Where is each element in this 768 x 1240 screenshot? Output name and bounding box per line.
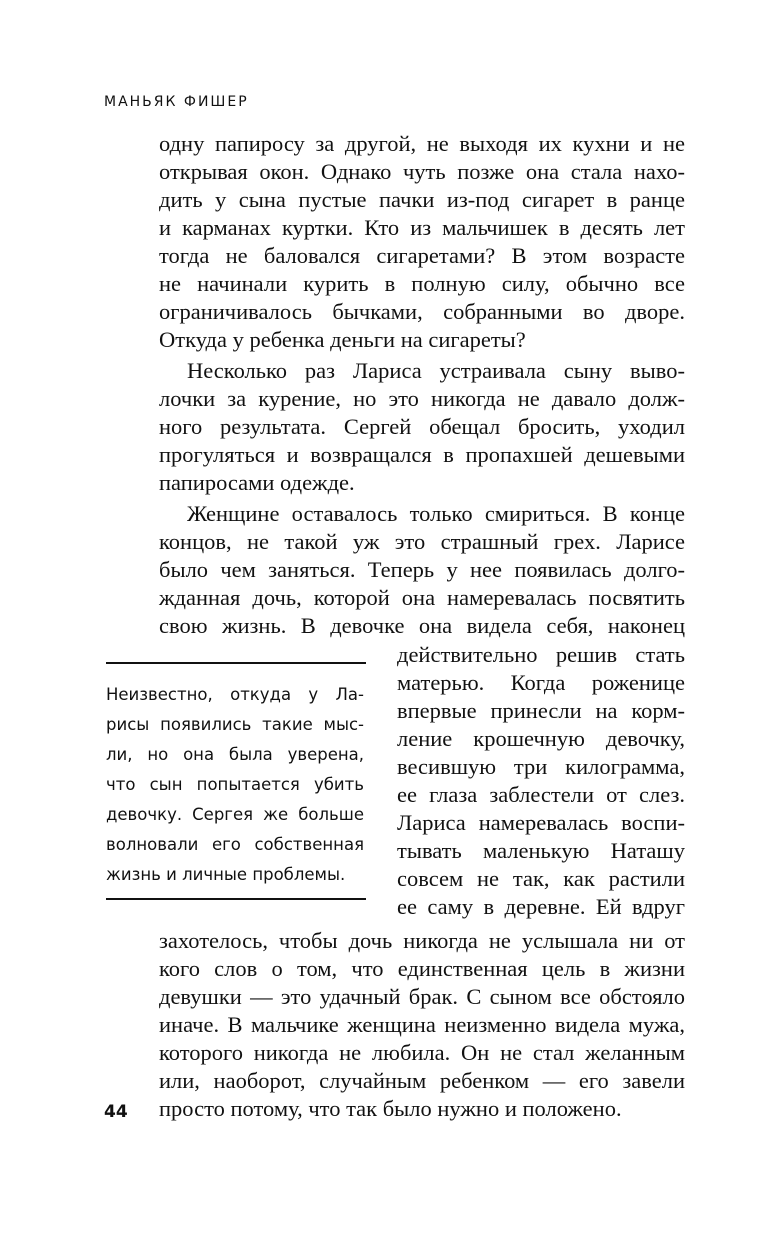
text-line: которого никогда не любила. Он не стал желанным <box>159 1040 685 1065</box>
text-line: прогуляться и возвращался в пропахшей дешевыми <box>159 442 685 467</box>
text-line: впервые принесли на корм- <box>397 698 685 723</box>
text-line: дить у сына пустые пачки из-под сигарет в ранце <box>159 187 685 212</box>
quote-line: волновали его собственная <box>106 835 364 854</box>
text-line: папиросами одежде. <box>159 470 355 495</box>
text-line: и карманах куртки. Кто из мальчишек в десять лет <box>159 215 685 240</box>
text-line: свою жизнь. В девочке она видела себя, наконец <box>159 613 685 638</box>
quote-line: рисы появились такие мыс- <box>106 715 364 734</box>
text-line: ее саму в деревне. Ей вдруг <box>397 894 685 919</box>
text-line: совсем не так, как растили <box>397 866 685 891</box>
text-line: захотелось, чтобы дочь никогда не услышала ни от <box>159 928 685 953</box>
quote-line: девочку. Сергея же больше <box>106 805 364 824</box>
text-line: жданная дочь, которой она намеревалась посвятить <box>159 585 685 610</box>
text-line: действительно решив стать <box>397 642 685 667</box>
text-line: тогда не баловался сигаретами? В этом возрасте <box>159 243 685 268</box>
text-line: Откуда у ребенка деньги на сигареты? <box>159 327 526 352</box>
text-line: ее глаза заблестели от слез. <box>397 782 685 807</box>
text-line: ограничивалось бычками, собранными во дворе. <box>159 299 685 324</box>
text-line: ного результата. Сергей обещал бросить, уходил <box>159 414 685 439</box>
text-line: одну папиросу за другой, не выходя их кухни и не <box>159 131 685 156</box>
text-line: лочки за курение, но это никогда не давало долж- <box>159 386 685 411</box>
quote-top-rule <box>106 662 366 664</box>
text-line: кого слов о том, что единственная цель в жизни <box>159 956 685 981</box>
sidebar-quote <box>106 662 366 902</box>
text-line: не начинали курить в полную силу, обычно все <box>159 271 685 296</box>
text-line: было чем заняться. Теперь у нее появилась долго- <box>159 557 685 582</box>
running-header: МАНЬЯК ФИШЕР <box>104 94 249 110</box>
text-line: иначе. В мальчике женщина неизменно видела мужа, <box>159 1012 685 1037</box>
text-line: концов, не такой уж это страшный грех. Ларисе <box>159 529 685 554</box>
page-number: 44 <box>104 1102 128 1122</box>
quote-line: что сын попытается убить <box>106 775 364 794</box>
text-line: или, наоборот, случайным ребенком — его завели <box>159 1068 685 1093</box>
text-line: Несколько раз Лариса устраивала сыну выво- <box>187 358 685 383</box>
quote-bottom-rule <box>106 898 366 900</box>
text-line: просто потому, что так было нужно и положено. <box>159 1096 622 1121</box>
text-line: тывать маленькую Наташу <box>397 838 685 863</box>
text-line: Лариса намеревалась воспи- <box>397 810 685 835</box>
text-line: матерью. Когда роженице <box>397 670 685 695</box>
text-line: открывая окон. Однако чуть позже она стала нахо- <box>159 159 685 184</box>
quote-line: жизнь и личные проблемы. <box>106 865 346 884</box>
text-line: Женщине оставалось только смириться. В конце <box>187 501 685 526</box>
text-line: девушки — это удачный брак. С сыном все обстояло <box>159 984 685 1009</box>
text-line: ление крошечную девочку, <box>397 726 685 751</box>
quote-line: Неизвестно, откуда у Ла- <box>106 685 364 704</box>
quote-line: ли, но она была уверена, <box>106 745 364 764</box>
text-line: весившую три килограмма, <box>397 754 685 779</box>
